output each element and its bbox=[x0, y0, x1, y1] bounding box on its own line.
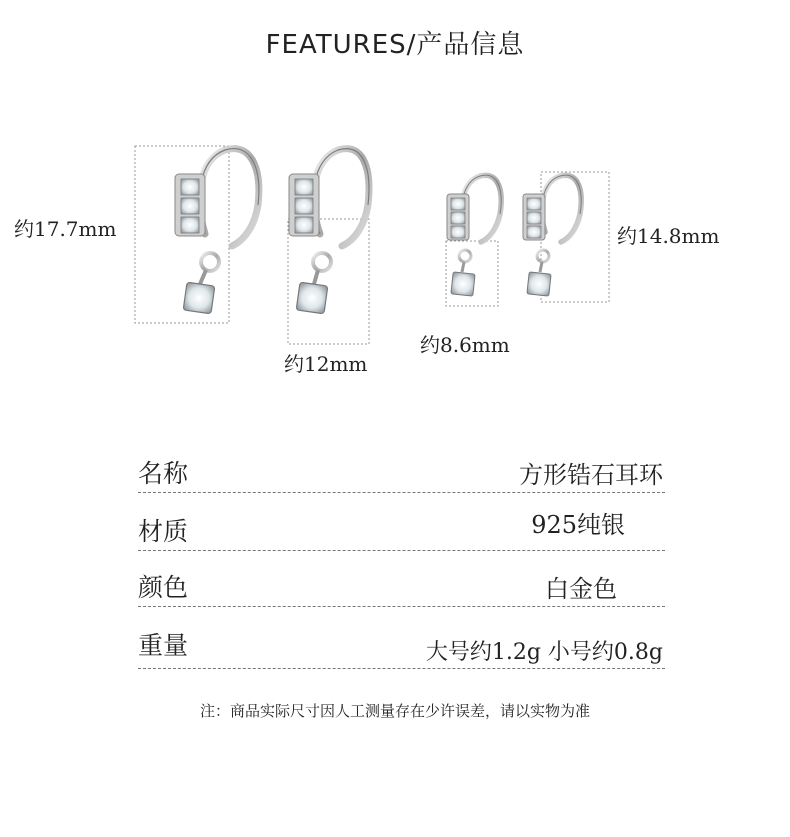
spec-row-color bbox=[138, 556, 665, 607]
spec-value: 方形锆石耳环 bbox=[519, 461, 663, 489]
spec-label: 名称 bbox=[138, 459, 189, 488]
dim-large-height: 约17.7mm bbox=[14, 217, 117, 241]
spec-row-material bbox=[138, 500, 665, 551]
earring-small-1 bbox=[447, 175, 501, 296]
spec-row-weight bbox=[138, 618, 665, 669]
spec-label: 重量 bbox=[138, 631, 189, 660]
dim-large-width: 约12mm bbox=[284, 352, 368, 376]
page-title: FEATURES/产品信息 bbox=[265, 30, 525, 60]
spec-value: 白金色 bbox=[545, 575, 617, 603]
spec-value: 925纯银 bbox=[531, 511, 625, 539]
earring-large-1 bbox=[175, 149, 259, 314]
earring-large-2 bbox=[289, 149, 369, 314]
spec-value: 大号约1.2g 小号约0.8g bbox=[425, 640, 663, 665]
earring-small-2 bbox=[523, 175, 581, 296]
disclaimer-note: 注：商品实际尺寸因人工测量存在少许误差，请以实物为准 bbox=[199, 702, 590, 720]
spec-row-name bbox=[138, 442, 665, 493]
spec-label: 材质 bbox=[138, 517, 189, 546]
dim-small-width: 约8.6mm bbox=[420, 333, 510, 357]
dim-small-height: 约14.8mm bbox=[617, 224, 720, 248]
spec-label: 颜色 bbox=[138, 573, 189, 602]
measure-box-small-height bbox=[541, 172, 609, 302]
